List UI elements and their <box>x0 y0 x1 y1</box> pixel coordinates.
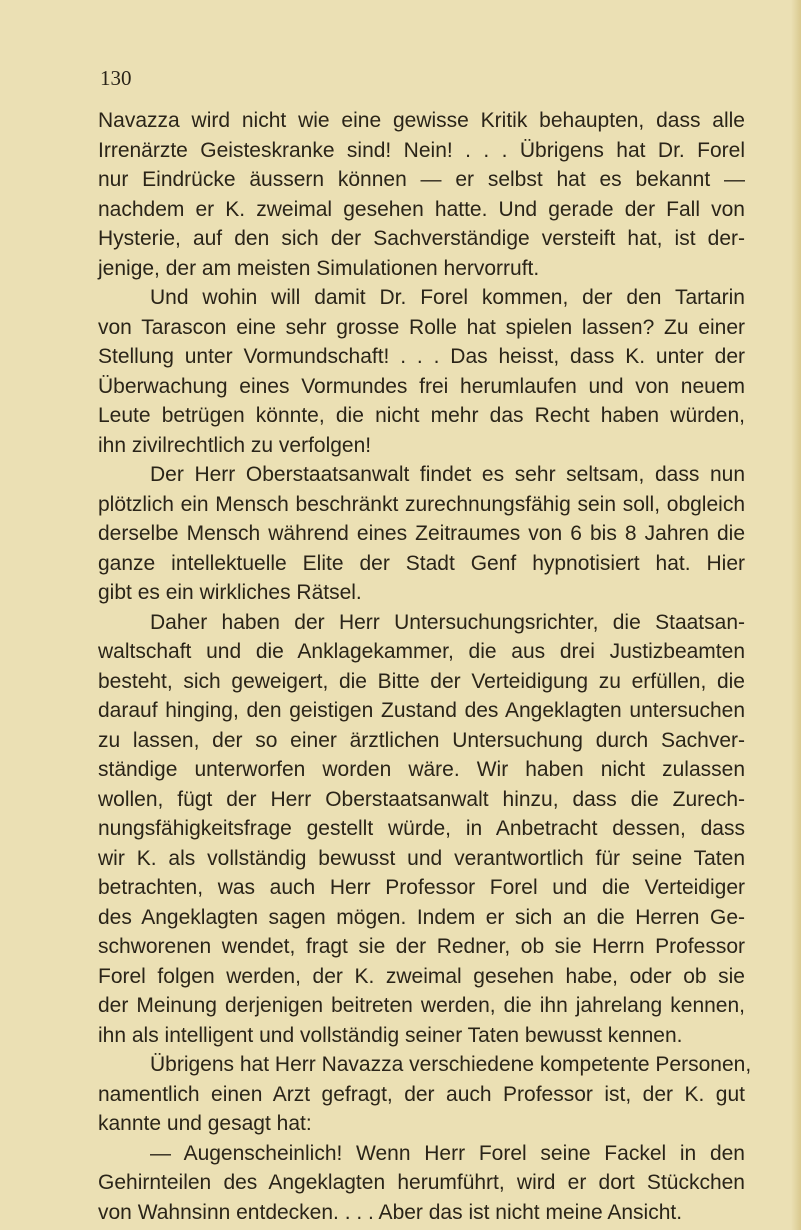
paragraph <box>98 283 745 460</box>
paragraph <box>98 106 745 283</box>
page-number: 130 <box>100 66 132 90</box>
text-line: nungsfähigkeitsfrage gestellt würde, in Anbetracht dessen, dass <box>98 817 745 840</box>
text-line: waltschaft und die Anklagekammer, die aus drei Justizbeamten <box>98 640 745 663</box>
text-line: Und wohin will damit Dr. Forel kommen, der den Tartarin <box>150 286 745 309</box>
text-line: Der Herr Oberstaatsanwalt findet es sehr seltsam, dass nun <box>150 463 745 486</box>
text-line: — Augenscheinlich! Wenn Herr Forel seine Fackel in den <box>150 1141 745 1165</box>
text-line: Irrenärzte Geisteskranke sind! Nein! . . . Übrigens hat Dr. Forel <box>98 138 745 162</box>
paragraph <box>98 1139 745 1228</box>
text-line: Gehirnteilen des Angeklagten herumführt, wird er dort Stückchen <box>98 1171 745 1194</box>
paragraph <box>98 1050 752 1139</box>
text-line: Stellung unter Vormundschaft! . . . Das heisst, dass K. unter der <box>98 345 745 368</box>
text-line: ihn als intelligent und vollständig seiner Taten bewusst kennen. <box>98 1023 683 1047</box>
text-line: Hysterie, auf den sich der Sachverständige versteift hat, ist der- <box>98 227 745 250</box>
text-line: ihn zivilrechtlich zu verfolgen! <box>98 433 372 457</box>
paragraph <box>98 460 745 608</box>
text-line: wollen, fügt der Herr Oberstaatsanwalt hinzu, dass die Zurech- <box>98 787 745 811</box>
text-line: schworenen wendet, fragt sie der Redner, ob sie Herrn Professor <box>98 935 745 958</box>
text-line: besteht, sich geweigert, die Bitte der Verteidigung zu erfüllen, die <box>98 669 745 693</box>
text-line: derselbe Mensch während eines Zeitraumes von 6 bis 8 Jahren die <box>98 522 745 545</box>
text-line: ständige unterworfen worden wäre. Wir haben nicht zulassen <box>98 758 745 781</box>
text-line: Überwachung eines Vormundes frei herumlaufen und von neuem <box>98 374 745 398</box>
page-edge <box>791 0 801 1230</box>
text-line: der Meinung derjenigen beitreten werden, die ihn jahrelang kennen, <box>98 994 745 1017</box>
text-line: wir K. als vollständig bewusst und verantwortlich für seine Taten <box>98 846 745 870</box>
text-line: gibt es ein wirkliches Rätsel. <box>98 581 362 604</box>
text-line: plötzlich ein Mensch beschränkt zurechnungsfähig sein soll, obgleich <box>98 492 745 516</box>
paragraph <box>98 608 745 1051</box>
text-line: nur Eindrücke äussern können — er selbst hat es bekannt — <box>98 168 745 191</box>
text-line: kannte und gesagt hat: <box>98 1112 312 1135</box>
body-text <box>98 106 752 1227</box>
text-line: von Tarascon eine sehr grosse Rolle hat spielen lassen? Zu einer <box>98 315 745 339</box>
text-line: des Angeklagten sagen mögen. Indem er sich an die Herren Ge- <box>98 905 745 929</box>
text-line: betrachten, was auch Herr Professor Forel und die Verteidiger <box>98 876 745 899</box>
text-line: Navazza wird nicht wie eine gewisse Kritik behaupten, dass alle <box>98 109 745 132</box>
text-line: zu lassen, der so einer ärztlichen Untersuchung durch Sachver- <box>98 728 745 752</box>
text-line: von Wahnsinn entdecken. . . . Aber das ist nicht meine Ansicht. <box>98 1200 683 1224</box>
text-line: Forel folgen werden, der K. zweimal gesehen habe, oder ob sie <box>98 964 745 988</box>
text-line: jenige, der am meisten Simulationen hervorruft. <box>98 256 540 280</box>
text-line: ganze intellektuelle Elite der Stadt Genf hypnotisiert hat. Hier <box>98 551 745 575</box>
text-line: namentlich einen Arzt gefragt, der auch Professor ist, der K. gut <box>98 1082 745 1106</box>
text-line: Daher haben der Herr Untersuchungsrichter, die Staatsan- <box>150 610 745 634</box>
text-line: darauf hinging, den geistigen Zustand des Angeklagten untersuchen <box>98 699 745 722</box>
text-line: Leute betrügen könnte, die nicht mehr das Recht haben würden, <box>98 404 745 427</box>
text-line: nachdem er K. zweimal gesehen hatte. Und gerade der Fall von <box>98 197 745 221</box>
text-line: Übrigens hat Herr Navazza verschiedene kompetente Personen, <box>150 1053 752 1076</box>
